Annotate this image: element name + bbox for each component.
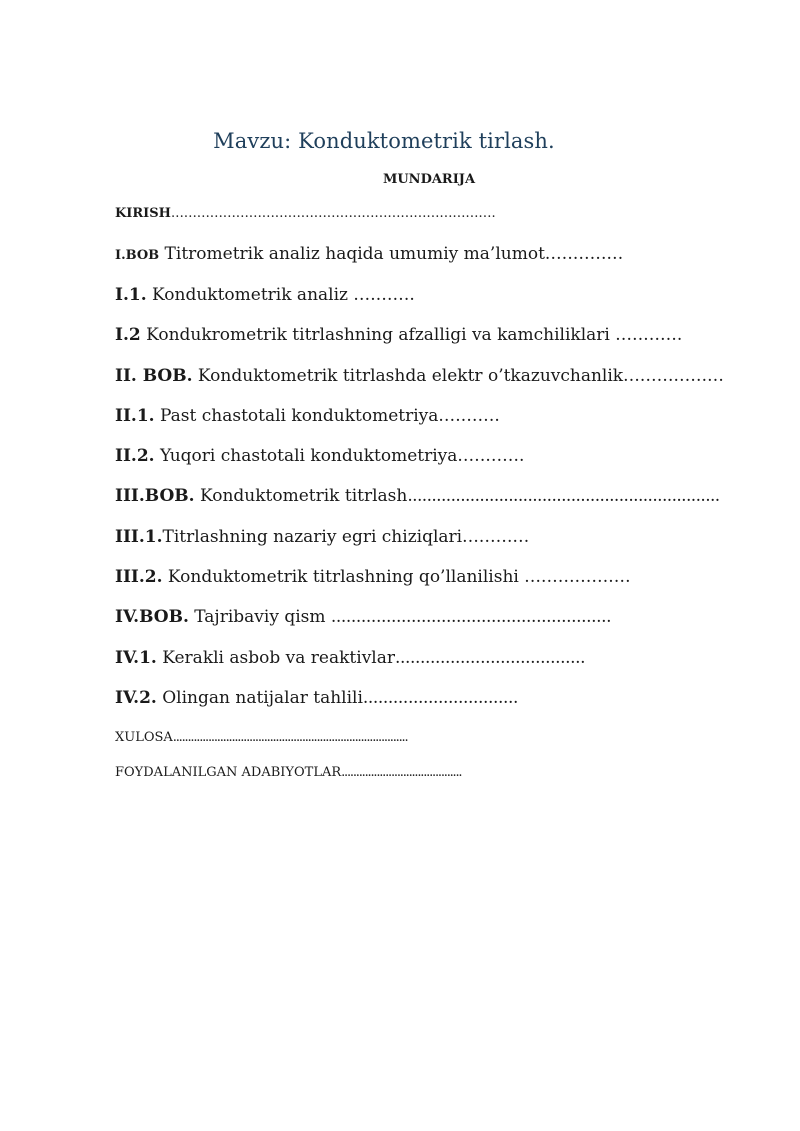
- toc-leader-dots: ...............................: [362, 688, 519, 708]
- toc-entry-number: III.2.: [115, 567, 163, 587]
- toc-leader-dots: ..............: [544, 244, 624, 264]
- document-title: Mavzu: Konduktometrik tirlash.: [213, 129, 555, 153]
- toc-entry-number: III.1.: [115, 527, 163, 547]
- toc-leader-dots: .........................................: [341, 765, 462, 780]
- toc-entry-text: Kerakli asbob va reaktivlar: [156, 648, 395, 668]
- toc-entry-text: Konduktometrik titrlashning qo’llanilishi: [162, 567, 525, 587]
- toc-entry-4-1[interactable]: [115, 648, 585, 668]
- toc-entry-text: Olingan natijalar tahlili: [156, 688, 363, 708]
- toc-entry-text: Konduktometrik titrlash: [194, 486, 408, 506]
- toc-entry-kirish[interactable]: [115, 206, 496, 221]
- toc-entry-text: XULOSA: [115, 730, 173, 745]
- toc-leader-dots: .................................................................: [407, 486, 720, 506]
- toc-leader-dots: ...........: [353, 285, 416, 305]
- toc-entry-2-1[interactable]: [115, 406, 500, 426]
- toc-entry-number: II. BOB.: [115, 366, 193, 386]
- toc-leader-dots: ................................................................................: [172, 730, 408, 745]
- toc-entry-number: IV.BOB.: [115, 607, 189, 627]
- toc-entry-number: II.2.: [115, 446, 155, 466]
- toc-entry-3-2[interactable]: [115, 567, 631, 587]
- toc-leader-dots: ......................................: [395, 648, 586, 668]
- toc-entry-1-1[interactable]: [115, 285, 415, 305]
- toc-entry-text: Konduktometrik analiz: [146, 285, 354, 305]
- toc-entry-number: II.1.: [115, 406, 155, 426]
- toc-leader-dots: ............: [462, 527, 530, 547]
- toc-entry-text: Titrlashning nazariy egri chiziqlari: [162, 527, 463, 547]
- toc-entry-bob-4[interactable]: [115, 607, 611, 627]
- toc-entry-text: Kondukrometrik titrlashning afzalligi va kamchiliklari: [140, 325, 616, 345]
- toc-entry-3-1[interactable]: [115, 527, 529, 547]
- toc-entry-xulosa[interactable]: [115, 730, 407, 745]
- toc-entry-bob-2[interactable]: [115, 366, 724, 386]
- toc-leader-dots: ............: [615, 325, 683, 345]
- toc-entry-number: III.BOB.: [115, 486, 195, 506]
- toc-entry-text: Tajribaviy qism: [188, 607, 331, 627]
- toc-leader-dots: ..................: [623, 366, 724, 386]
- toc-entry-text: Titrometrik analiz haqida umumiy ma’lumot: [159, 244, 545, 264]
- toc-entry-2-2[interactable]: [115, 446, 525, 466]
- toc-leader-dots: ...........: [438, 406, 501, 426]
- toc-entry-adabiyotlar[interactable]: [115, 765, 461, 780]
- toc-entry-number: IV.2.: [115, 688, 157, 708]
- toc-leader-dots: ............: [457, 446, 525, 466]
- toc-entry-number: I.BOB: [115, 248, 160, 263]
- toc-entry-number: I.1.: [115, 285, 147, 305]
- contents-heading: MUNDARIJA: [382, 172, 476, 187]
- toc-entry-bob-1[interactable]: [115, 244, 623, 264]
- toc-entry-number: IV.1.: [115, 648, 157, 668]
- toc-leader-dots: ...........................................................................: [170, 206, 496, 221]
- toc-entry-text: Past chastotali konduktometriya: [154, 406, 439, 426]
- toc-leader-dots: ........................................................: [330, 607, 612, 627]
- toc-entry-text: FOYDALANILGAN ADABIYOTLAR: [115, 765, 342, 780]
- toc-entry-number: I.2: [115, 325, 141, 345]
- toc-entry-text: Yuqori chastotali konduktometriya: [154, 446, 458, 466]
- toc-entry-text: Konduktometrik titrlashda elektr o’tkazuvchanlik: [192, 366, 624, 386]
- toc-entry-bob-3[interactable]: [115, 486, 720, 506]
- toc-entry-1-2[interactable]: [115, 325, 683, 345]
- toc-leader-dots: ...................: [524, 567, 631, 587]
- toc-entry-number: KIRISH: [115, 206, 171, 221]
- toc-entry-4-2[interactable]: [115, 688, 518, 708]
